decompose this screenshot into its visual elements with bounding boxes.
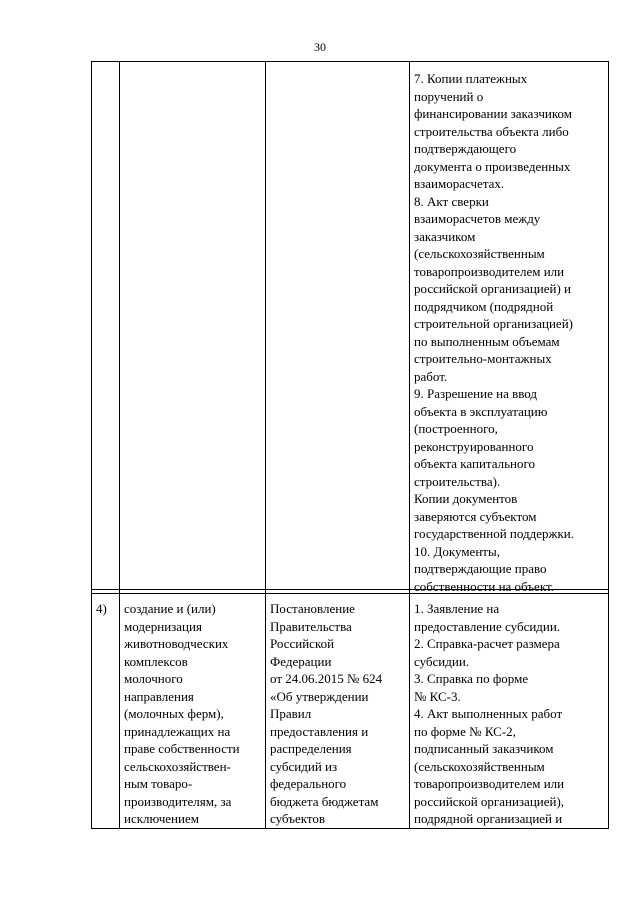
direction-line: исключением <box>124 811 199 826</box>
legal-basis-line: Российской <box>270 636 335 651</box>
document-line: товаропроизводителем или <box>414 776 565 791</box>
document-line: 4. Акт выполненных работ <box>414 706 563 721</box>
document-line: документа о произведенных <box>414 158 571 174</box>
legal-basis-line: федерального <box>270 776 347 791</box>
document-line: работ. <box>414 368 448 384</box>
documents-cell <box>414 600 606 828</box>
legal-basis-line: от 24.06.2015 № 624 <box>270 671 383 686</box>
direction-line: праве собственности <box>124 741 240 756</box>
direction-line: молочного <box>124 671 183 686</box>
document-line: объекта капитального <box>414 456 536 471</box>
legal-basis-line: Правил <box>270 706 312 721</box>
document-line: субсидии. <box>414 653 470 669</box>
document-line: строительно-монтажных <box>414 351 552 366</box>
document-line: государственной поддержки. <box>414 526 574 541</box>
document-line: (сельскохозяйственным <box>414 758 545 774</box>
document-line: предоставление субсидии. <box>414 618 561 634</box>
legal-basis-line: Федерации <box>270 653 332 669</box>
legal-basis-line: субсидий из <box>270 758 338 774</box>
legal-basis-line: бюджета бюджетам <box>270 793 379 809</box>
direction-line: производителям, за <box>124 793 232 809</box>
table-right-border <box>608 61 609 829</box>
document-line: российской организацией), <box>414 793 565 809</box>
document-line: 7. Копии платежных <box>414 71 528 86</box>
document-line: собственности на объект. <box>414 578 554 594</box>
document-line: подписанный заказчиком <box>414 741 554 756</box>
direction-line: создание и (или) <box>124 601 216 616</box>
document-line: взаиморасчетов между <box>414 211 541 226</box>
direction-line: животноводческих <box>124 636 229 651</box>
document-line: объекта в эксплуатацию <box>414 403 548 419</box>
document-line: по выполненным объемам <box>414 333 560 349</box>
document-line: строительства). <box>414 473 501 489</box>
document-line: (сельскохозяйственным <box>414 246 545 261</box>
document-line: 1. Заявление на <box>414 601 500 616</box>
column-divider <box>119 61 120 829</box>
document-line: Копии документов <box>414 491 518 506</box>
document-line: 8. Акт сверки <box>414 193 489 209</box>
table-left-border <box>91 61 92 829</box>
legal-basis-line: «Об утверждении <box>270 688 369 704</box>
document-line: 9. Разрешение на ввод <box>414 386 538 401</box>
document-line: подрядной организацией и <box>414 811 563 826</box>
legal-basis-line: предоставления и <box>270 723 369 739</box>
direction-line: модернизация <box>124 618 202 634</box>
direction-line: ным товаро- <box>124 776 193 791</box>
document-line: подтверждающие право <box>414 561 547 576</box>
legal-basis-cell <box>270 600 408 828</box>
row-number: 4) <box>96 601 107 616</box>
document-line: подрядчиком (подрядной <box>414 298 554 314</box>
direction-cell <box>124 600 264 828</box>
continued-row-documents-cell <box>414 70 606 595</box>
direction-line: направления <box>124 688 194 704</box>
legal-basis-line: распределения <box>270 741 352 756</box>
document-line: финансировании заказчиком <box>414 106 572 121</box>
document-line: 10. Документы, <box>414 543 500 559</box>
direction-line: комплексов <box>124 653 188 669</box>
row-number-cell <box>96 600 116 618</box>
document-line: 3. Справка по форме <box>414 671 529 686</box>
document-line: подтверждающего <box>414 141 517 156</box>
document-line: взаиморасчетах. <box>414 176 505 191</box>
legal-basis-line: субъектов <box>270 811 326 826</box>
document-line: реконструированного <box>414 438 534 454</box>
page-number: 30 <box>314 40 326 54</box>
direction-line: сельскохозяйствен- <box>124 758 231 774</box>
legal-basis-line: Правительства <box>270 618 352 634</box>
document-line: (построенного, <box>414 421 498 436</box>
table-bottom-border <box>91 828 609 829</box>
document-line: строительной организацией) <box>414 316 573 331</box>
document-line: поручений о <box>414 88 484 104</box>
document-line: по форме № КС-2, <box>414 723 516 739</box>
column-divider <box>409 61 410 829</box>
document-line: строительства объекта либо <box>414 123 569 139</box>
document-line: российской организацией) и <box>414 281 572 296</box>
legal-basis-line: Постановление <box>270 601 355 616</box>
document-line: 2. Справка-расчет размера <box>414 636 560 651</box>
document-line: заверяются субъектом <box>414 508 537 524</box>
direction-line: принадлежащих на <box>124 723 231 739</box>
document-line: № КС-3. <box>414 688 461 704</box>
column-divider <box>265 61 266 829</box>
document-line: заказчиком <box>414 228 476 244</box>
table-top-border <box>91 61 609 62</box>
document-line: товаропроизводителем или <box>414 263 565 279</box>
direction-line: (молочных ферм), <box>124 706 224 721</box>
